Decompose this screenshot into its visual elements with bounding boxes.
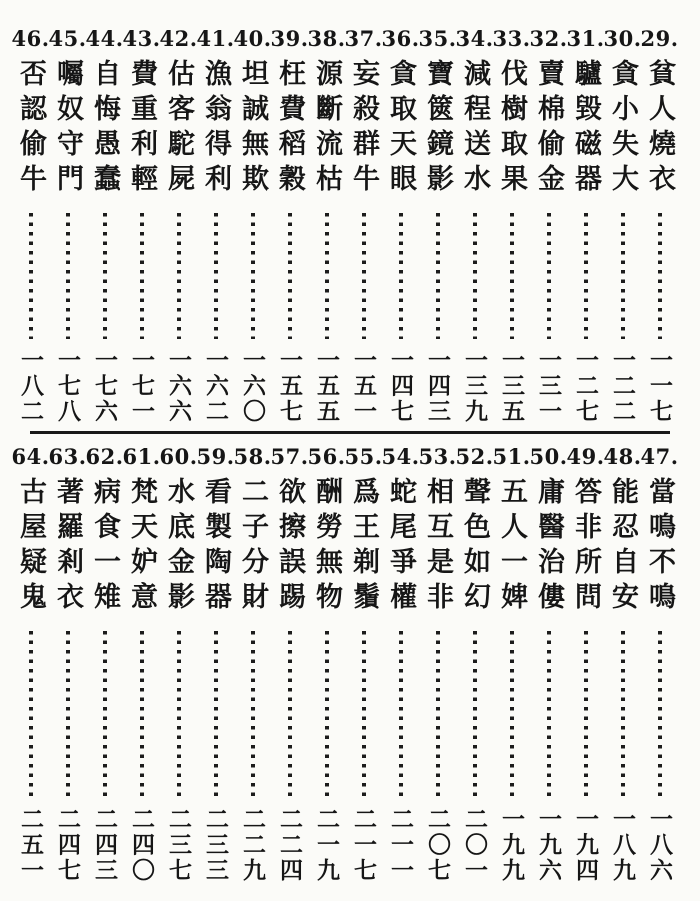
entry-title: 伐樹取果 xyxy=(496,59,527,199)
entry-page-number: 一二七 xyxy=(572,347,599,424)
toc-entry xyxy=(567,444,604,885)
entry-number: 44. xyxy=(85,26,124,51)
dotted-leader xyxy=(29,213,33,339)
entry-number: 46. xyxy=(11,26,50,51)
entry-number: 29. xyxy=(640,26,679,51)
dotted-leader xyxy=(177,631,181,798)
dotted-leader xyxy=(658,631,662,798)
entry-page-number: 一六〇 xyxy=(239,347,266,424)
toc-entry xyxy=(12,26,49,426)
entry-page-number: 一三一 xyxy=(535,347,562,424)
entry-page-number: 一八六 xyxy=(646,806,673,883)
entry-page-number: 二四三 xyxy=(91,806,118,883)
toc-section-lower xyxy=(11,444,679,885)
toc-entry xyxy=(234,26,271,426)
toc-entry xyxy=(641,26,678,426)
entry-page-number: 二二四 xyxy=(276,806,303,883)
entry-number: 47. xyxy=(640,444,679,469)
toc-entry xyxy=(123,444,160,885)
entry-title: 病食一雉 xyxy=(89,477,120,617)
entry-page-number: 一三九 xyxy=(461,347,488,424)
dotted-leader xyxy=(103,213,107,339)
section-divider xyxy=(30,431,670,434)
dotted-leader xyxy=(436,631,440,798)
toc-entry xyxy=(382,26,419,426)
toc-entry xyxy=(197,444,234,885)
dotted-leader xyxy=(29,631,33,798)
dotted-leader xyxy=(621,213,625,339)
entry-page-number: 一四三 xyxy=(424,347,451,424)
toc-entry xyxy=(345,26,382,426)
entry-page-number: 一五五 xyxy=(313,347,340,424)
dotted-leader xyxy=(251,631,255,798)
dotted-leader xyxy=(584,631,588,798)
entry-number: 42. xyxy=(159,26,198,51)
entry-page-number: 一三五 xyxy=(498,347,525,424)
entry-title: 估客駝屍 xyxy=(163,59,194,199)
entry-page-number: 一六二 xyxy=(202,347,229,424)
entry-page-number: 一九九 xyxy=(498,806,525,883)
dotted-leader xyxy=(621,631,625,798)
toc-entry xyxy=(419,444,456,885)
entry-title: 酬勞無物 xyxy=(311,477,342,617)
entry-title: 五人一婢 xyxy=(496,477,527,617)
entry-title: 自悔愚蠢 xyxy=(89,59,120,199)
dotted-leader xyxy=(399,213,403,339)
toc-entry xyxy=(604,26,641,426)
entry-page-number: 一九六 xyxy=(535,806,562,883)
dotted-leader xyxy=(214,631,218,798)
dotted-leader xyxy=(362,213,366,339)
entry-number: 43. xyxy=(122,26,161,51)
entry-number: 62. xyxy=(85,444,124,469)
toc-entry xyxy=(271,26,308,426)
entry-page-number: 二四〇 xyxy=(128,806,155,883)
toc-entry xyxy=(493,26,530,426)
entry-page-number: 二〇七 xyxy=(424,806,451,883)
dotted-leader xyxy=(140,213,144,339)
entry-title: 貧人燒衣 xyxy=(644,59,675,199)
entry-number: 39. xyxy=(270,26,309,51)
entry-number: 56. xyxy=(307,444,346,469)
toc-entry xyxy=(530,444,567,885)
entry-number: 45. xyxy=(48,26,87,51)
entry-page-number: 二五一 xyxy=(17,806,44,883)
entry-title: 蛇尾爭權 xyxy=(385,477,416,617)
toc-entry xyxy=(308,26,345,426)
entry-number: 36. xyxy=(381,26,420,51)
toc-entry xyxy=(86,26,123,426)
dotted-leader xyxy=(214,213,218,339)
entry-title: 相互是非 xyxy=(422,477,453,617)
toc-entry xyxy=(86,444,123,885)
entry-title: 看製陶器 xyxy=(200,477,231,617)
dotted-leader xyxy=(510,631,514,798)
dotted-leader xyxy=(547,213,551,339)
toc-entry xyxy=(456,444,493,885)
entry-title: 答非所問 xyxy=(570,477,601,617)
entry-page-number: 二一一 xyxy=(387,806,414,883)
entry-number: 63. xyxy=(48,444,87,469)
entry-title: 梵天妒意 xyxy=(126,477,157,617)
toc-entry xyxy=(493,444,530,885)
toc-entry xyxy=(49,444,86,885)
entry-page-number: 一九四 xyxy=(572,806,599,883)
entry-number: 34. xyxy=(455,26,494,51)
entry-page-number: 二〇一 xyxy=(461,806,488,883)
dotted-leader xyxy=(103,631,107,798)
entry-title: 水底金影 xyxy=(163,477,194,617)
entry-title: 庸醫治僂 xyxy=(533,477,564,617)
entry-page-number: 一五七 xyxy=(276,347,303,424)
toc-entry xyxy=(641,444,678,885)
entry-page-number: 一一七 xyxy=(646,347,673,424)
entry-page-number: 二三三 xyxy=(202,806,229,883)
entry-title: 賣棉偷金 xyxy=(533,59,564,199)
entry-title: 費重利輕 xyxy=(126,59,157,199)
entry-title: 妄殺群牛 xyxy=(348,59,379,199)
entry-page-number: 一七六 xyxy=(91,347,118,424)
entry-title: 欲擦誤踢 xyxy=(274,477,305,617)
entry-page-number: 一八二 xyxy=(17,347,44,424)
entry-title: 坦誠無欺 xyxy=(237,59,268,199)
entry-number: 61. xyxy=(122,444,161,469)
entry-page-number: 二二九 xyxy=(239,806,266,883)
entry-title: 著羅剎衣 xyxy=(52,477,83,617)
dotted-leader xyxy=(288,631,292,798)
entry-number: 32. xyxy=(529,26,568,51)
entry-page-number: 一五一 xyxy=(350,347,377,424)
toc-entry xyxy=(530,26,567,426)
entry-page-number: 一七一 xyxy=(128,347,155,424)
entry-number: 54. xyxy=(381,444,420,469)
entry-title: 貪取天眼 xyxy=(385,59,416,199)
entry-title: 能忍自安 xyxy=(607,477,638,617)
entry-number: 41. xyxy=(196,26,235,51)
entry-number: 30. xyxy=(603,26,642,51)
entry-number: 33. xyxy=(492,26,531,51)
dotted-leader xyxy=(66,213,70,339)
entry-number: 37. xyxy=(344,26,383,51)
dotted-leader xyxy=(436,213,440,339)
toc-entry xyxy=(456,26,493,426)
entry-title: 貪小失大 xyxy=(607,59,638,199)
entry-number: 51. xyxy=(492,444,531,469)
entry-number: 52. xyxy=(455,444,494,469)
entry-number: 64. xyxy=(11,444,50,469)
dotted-leader xyxy=(473,213,477,339)
toc-entry xyxy=(197,26,234,426)
toc-entry xyxy=(123,26,160,426)
toc-entry xyxy=(160,444,197,885)
dotted-leader xyxy=(140,631,144,798)
entry-title: 爲王剃鬚 xyxy=(348,477,379,617)
entry-number: 49. xyxy=(566,444,605,469)
dotted-leader xyxy=(177,213,181,339)
entry-page-number: 二三七 xyxy=(165,806,192,883)
toc-entry xyxy=(345,444,382,885)
entry-title: 聲色如幻 xyxy=(459,477,490,617)
entry-number: 40. xyxy=(233,26,272,51)
dotted-leader xyxy=(510,213,514,339)
toc-section-upper xyxy=(11,26,679,426)
toc-entry xyxy=(160,26,197,426)
dotted-leader xyxy=(251,213,255,339)
entry-number: 38. xyxy=(307,26,346,51)
entry-page-number: 一四七 xyxy=(387,347,414,424)
entry-title: 囑奴守門 xyxy=(52,59,83,199)
entry-number: 35. xyxy=(418,26,457,51)
toc-entry xyxy=(308,444,345,885)
toc-entry xyxy=(12,444,49,885)
entry-title: 古屋疑鬼 xyxy=(15,477,46,617)
entry-title: 二子分財 xyxy=(237,477,268,617)
dotted-leader xyxy=(584,213,588,339)
entry-number: 58. xyxy=(233,444,272,469)
entry-title: 當鳴不鳴 xyxy=(644,477,675,617)
toc-entry xyxy=(234,444,271,885)
entry-number: 55. xyxy=(344,444,383,469)
entry-number: 31. xyxy=(566,26,605,51)
entry-number: 60. xyxy=(159,444,198,469)
toc-entry xyxy=(567,26,604,426)
dotted-leader xyxy=(399,631,403,798)
dotted-leader xyxy=(288,213,292,339)
toc-entry xyxy=(49,26,86,426)
toc-entry xyxy=(604,444,641,885)
entry-page-number: 二一七 xyxy=(350,806,377,883)
entry-page-number: 一六六 xyxy=(165,347,192,424)
entry-page-number: 一八九 xyxy=(609,806,636,883)
dotted-leader xyxy=(325,213,329,339)
entry-number: 59. xyxy=(196,444,235,469)
entry-title: 否認偷牛 xyxy=(15,59,46,199)
toc-entry xyxy=(419,26,456,426)
dotted-leader xyxy=(658,213,662,339)
toc-entry xyxy=(382,444,419,885)
dotted-leader xyxy=(473,631,477,798)
entry-page-number: 一二二 xyxy=(609,347,636,424)
entry-number: 57. xyxy=(270,444,309,469)
entry-number: 50. xyxy=(529,444,568,469)
entry-number: 53. xyxy=(418,444,457,469)
entry-page-number: 二四七 xyxy=(54,806,81,883)
entry-title: 源斷流枯 xyxy=(311,59,342,199)
dotted-leader xyxy=(547,631,551,798)
entry-title: 寶篋鏡影 xyxy=(422,59,453,199)
entry-page-number: 一七八 xyxy=(54,347,81,424)
toc-entry xyxy=(271,444,308,885)
dotted-leader xyxy=(362,631,366,798)
entry-title: 枉費稻穀 xyxy=(274,59,305,199)
dotted-leader xyxy=(66,631,70,798)
entry-title: 驢毀磁器 xyxy=(570,59,601,199)
entry-title: 減程送水 xyxy=(459,59,490,199)
entry-page-number: 二一九 xyxy=(313,806,340,883)
dotted-leader xyxy=(325,631,329,798)
entry-title: 漁翁得利 xyxy=(200,59,231,199)
entry-number: 48. xyxy=(603,444,642,469)
